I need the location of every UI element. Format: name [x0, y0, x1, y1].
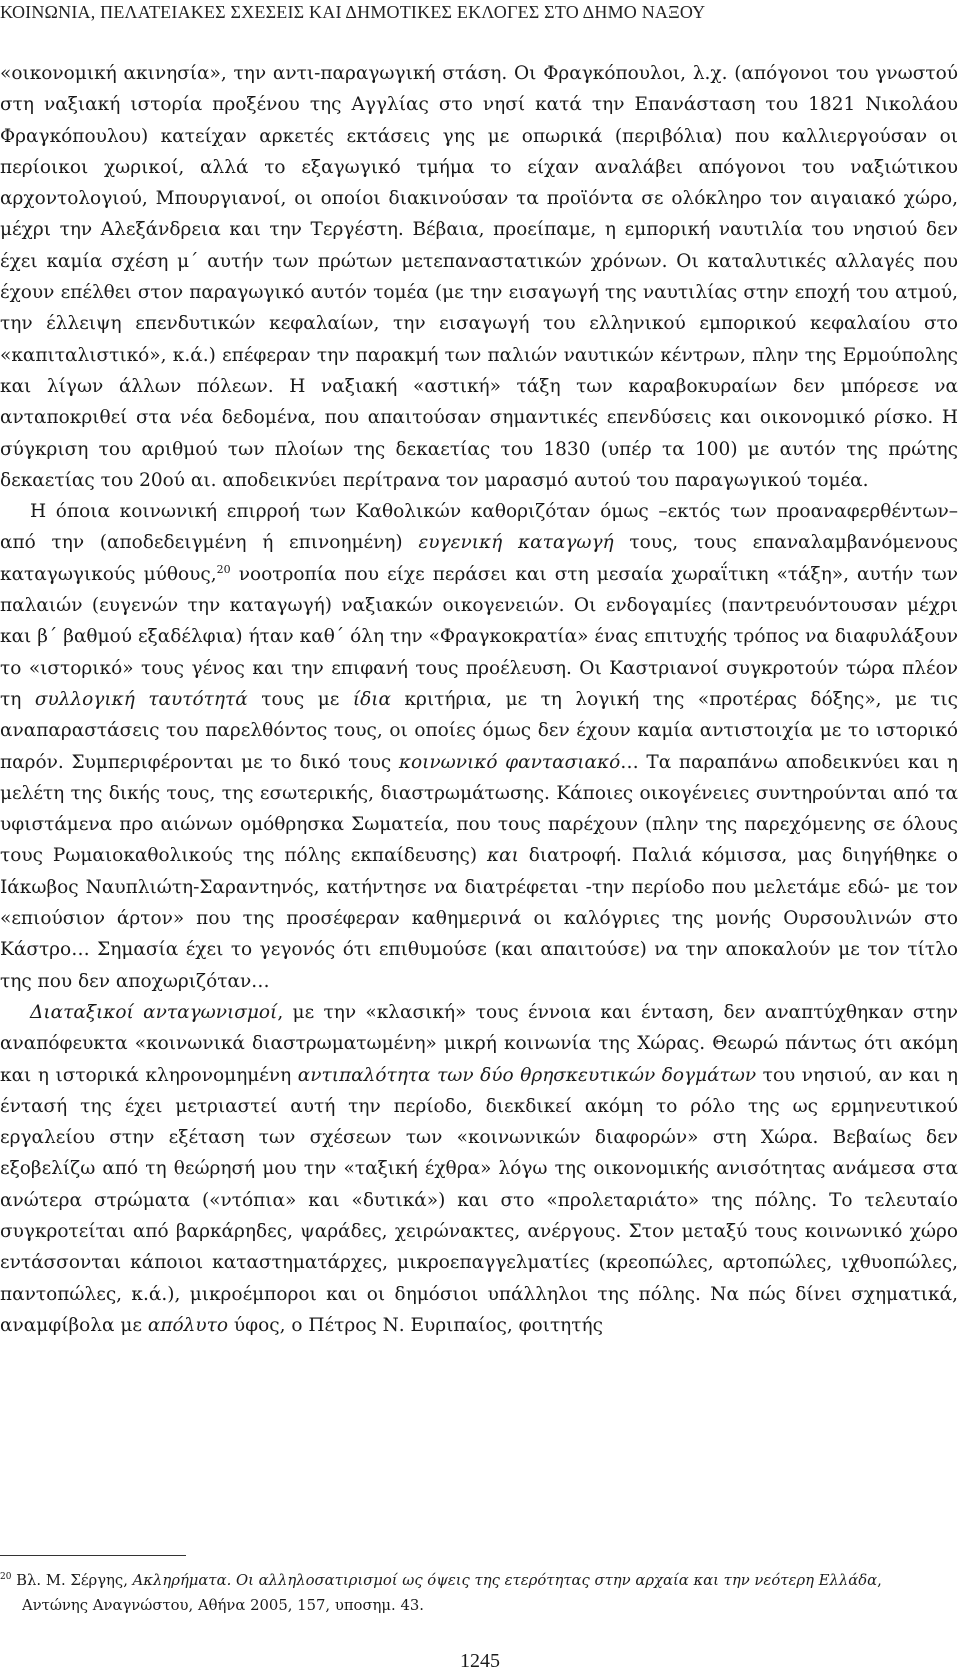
- main-text: [0, 58, 958, 1341]
- italic-phrase: ίδια: [352, 688, 391, 710]
- paragraph-3: [0, 997, 958, 1341]
- italic-phrase: κοινωνικό φαντασιακό: [398, 751, 621, 773]
- text-run: νοοτροπία που είχε περάσει και στη μεσαία χωραΐτικη «τάξη», αυτήν των παλαιών (ευγενών την καταγωγή) ναξιακών οικογενειών. Οι ενδογαμίες (παντρευόντουσαν μέχρι και β΄ βαθμού εξαδέλφια) ήταν καθ΄ όλη την «Φραγκοκρατία» ένας επιτυχής τρόπος να διαφυλάξουν το «ιστορικό» τους γένος και την επιφανή τους προέλευση. Οι Καστριανοί συγκροτούν τώρα πλέον τη: [0, 563, 958, 710]
- footnote-number: 20: [0, 1572, 12, 1583]
- italic-phrase: αντιπαλότητα των δύο θρησκευτικών δογμάτων: [297, 1064, 757, 1086]
- paragraph-2: [0, 496, 958, 997]
- footnote-divider: [0, 1555, 186, 1556]
- text-run: τους με: [247, 688, 353, 710]
- italic-phrase: ευγενική καταγωγή: [418, 532, 614, 554]
- footnote-line: [0, 1568, 958, 1593]
- text-run: ,: [877, 1572, 882, 1589]
- text-run: διατροφή. Παλιά κόμισσα, μας διηγήθηκε ο Ιάκωβος Ναυπλιώτη-Σαραντηνός, κατήντησε να διατρέφεται -την περίοδο που μελετάμε εδώ- με τον «επιούσιον άρτον» που της προσέφεραν καθημερινά οι καλόγριες της μονής Ουρσουλινών στο Κάστρο… Σημασία έχει το γεγονός ότι επιθυμούσε (και απαιτούσε) να την αποκαλούν με τον τίτλο της που δεν αποχωριζόταν…: [0, 845, 958, 992]
- text-run: Η όποια κοινωνική επιρροή των Καθολικών καθοριζόταν όμως –εκτός των προαναφερθέντων– από την (αποδεδειγμένη ή επινοημένη): [0, 501, 958, 554]
- text-run: , με την «κλασική» τους έννοια και ένταση, δεν αναπτύχθηκαν στην αναπόφευκτα «κοινωνικά διαστρωματωμένη» μικρή κοινωνία της Χώρας. Θεωρώ πάντως ότι ακόμη και η ιστορικά κληρονομημένη: [0, 1001, 958, 1086]
- footnote-reference[interactable]: 20: [216, 562, 231, 576]
- footnote-title: Ακληρήματα. Οι αλληλοσατιρισμοί ως όψεις της ετερότητας στην αρχαία και την νεότερη Ελλάδα: [132, 1572, 878, 1589]
- text-run: Βλ. Μ. Σέργης,: [11, 1572, 133, 1589]
- text-run: … Τα παραπάνω αποδεικνύει και η μελέτη της δικής τους, της εσωτερικής, διαστρωμάτωσης. Κάποιες οικογένειες συντηρούνται από τα υφιστάμενα προ αιώνων ομόθρησκα Σωματεία, που τους παρέχουν (πλην της παρεχόμενης σε όλους τους Ρωμαιοκαθολικούς της πόλης εκπαίδευσης): [0, 751, 958, 867]
- text-run: τους, τους επαναλαμβανόμενους καταγωγικούς μύθους,: [0, 532, 959, 585]
- page-number: 1245: [460, 1650, 500, 1672]
- footnote-line: Αντώνης Αναγνώστου, Αθήνα 2005, 157, υποσημ. 43.: [22, 1597, 424, 1614]
- text-run: του νησιού, αν και η έντασή της έχει μετριαστεί αυτή την περίοδο, διεκδικεί ακόμη το ρόλο της ως ερμηνευτικού εργαλείου στην εξέταση των σχέσεων των «κοινωνικών διαφορών» στη Χώρα. Βεβαίως δεν εξοβελίζω από τη θεώρησή μου την «ταξική έχθρα» λόγω της οικονομικής ανισότητας ανάμεσα στα ανώτερα στρώματα («ντόπια» και «δυτικά») και στο «προλεταριάτο» της πόλης. Το τελευταίο συγκροτείται από βαρκάρηδες, ψαράδες, χειρώνακτες, ανέργους. Στον μεταξύ τους κοινωνικό χώρο εντάσσονται κάποιοι καταστηματάρχες, μικροεπαγγελματίες (κρεοπώλες, αρτοπώλες, ιχθυοπώλες, παντοπώλες, κ.ά.), μικροέμποροι και οι δημόσιοι υπάλληλοι της πόλης. Να πώς δίνει σχηματικά, αναμφίβολα με: [0, 1064, 958, 1336]
- text-run: κριτήρια, με τη λογική της «προτέρας δόξης», με τις αναπαραστάσεις του παρελθόντος τους, οι οποίες όμως δεν έχουν καμία αντιστοιχία με το ιστορικό παρόν. Συμπεριφέρονται με το δικό τους: [0, 688, 958, 773]
- italic-phrase: Διαταξικοί ανταγωνισμοί: [30, 1001, 278, 1023]
- running-header: ΚΟΙΝΩΝΙΑ, ΠΕΛΑΤΕΙΑΚΕΣ ΣΧΕΣΕΙΣ ΚΑΙ ΔΗΜΟΤΙΚΕΣ ΕΚΛΟΓΕΣ ΣΤΟ ΔΗΜΟ ΝΑΞΟΥ: [0, 2, 706, 22]
- text-run: ύφος, ο Πέτρος Ν. Ευριπαίος, φοιτητής: [228, 1314, 603, 1336]
- italic-phrase: και: [486, 845, 519, 867]
- paragraph-1: «οικονομική ακινησία», την αντι-παραγωγική στάση. Οι Φραγκόπουλοι, λ.χ. (απόγονοι του γνωστού στη ναξιακή ιστορία προξένου της Αγγλίας στο νησί κατά την Επανάσταση του 1821 Νικολάου Φραγκόπουλου) κατείχαν αρκετές εκτάσεις γης με οπωρικά (περιβόλια) που καλλιεργούσαν οι περίοικοι χωρικοί, αλλά το εξαγωγικό τμήμα το είχαν αναλάβει απόγονοι του ναξιώτικου αρχοντολογιού, Μπουργιανοί, οι οποίοι διακινούσαν τα προϊόντα σε ολόκληρο τον αιγαιακό χώρο, μέχρι την Αλεξάνδρεια και την Τεργέστη. Βέβαια, προείπαμε, η εμπορική ναυτιλία του νησιού δεν έχει καμία σχέση μ΄ αυτήν των πρώτων μετεπαναστατικών χρόνων. Οι καταλυτικές αλλαγές που έχουν επέλθει στον παραγωγικό αυτόν τομέα (με την εισαγωγή της ναυτιλίας στην εποχή του ατμού, την έλλειψη επενδυτικών κεφαλαίων, την εισαγωγή του ελληνικού εμπορικού κεφαλαίου στο «καπιταλιστικό», κ.ά.) επέφεραν την παρακμή των παλιών ναυτικών κέντρων, πλην της Ερμούπολης και λίγων άλλων πόλεων. Η ναξιακή «αστική» τάξη των καραβοκυραίων δεν μπόρεσε να ανταποκριθεί στα νέα δεδομένα, που απαιτούσαν σημαντικές επενδύσεις και οικονομικό ρίσκο. Η σύγκριση του αριθμού των πλοίων της δεκαετίας του 1830 (υπέρ τα 100) με αυτόν της πρώτης δεκαετίας του 20ού αι. αποδεικνύει περίτρανα τον μαρασμό αυτού του παραγωγικού τομέα.: [0, 63, 958, 491]
- italic-phrase: απόλυτο: [147, 1314, 229, 1336]
- italic-phrase: συλλογική ταυτότητά: [34, 688, 248, 710]
- footnote-20: [0, 1568, 958, 1618]
